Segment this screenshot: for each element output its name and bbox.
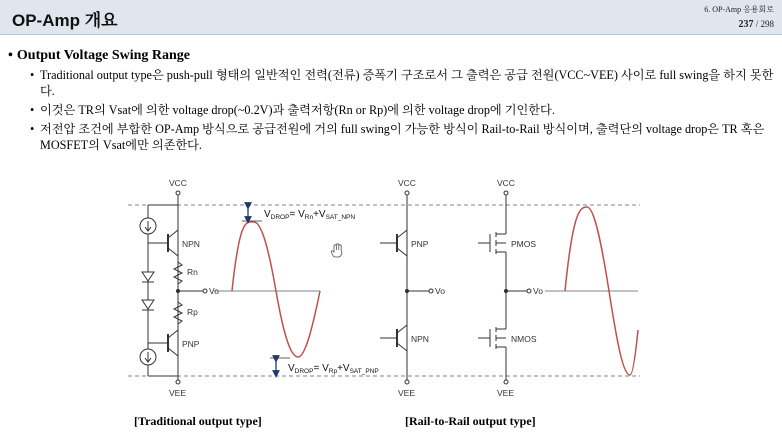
nmos-label: NMOS <box>511 334 537 344</box>
sine-wave-left <box>232 222 320 357</box>
bullet-icon: • <box>8 48 13 63</box>
rail-mos-circuit <box>478 191 531 384</box>
bullet-item-2: • 이것은 TR의 Vsat에 의한 voltage drop(~0.2V)과 출력저항(Rn or Rp)에 의한 voltage drop에 기인한다. <box>30 102 774 118</box>
hand-cursor-icon <box>331 244 342 257</box>
vo-label-left: Vo <box>209 286 219 296</box>
traditional-circuit <box>140 191 207 384</box>
vdrop-bottom-label: $V_{DROP}= V_{Rp}+V_{SAT\_PNP}$ <box>288 363 379 375</box>
bullet-item-3: • 저전압 조건에 부합한 OP-Amp 방식으로 공급전원에 거의 full swing이 가능한 방식이 Rail-to-Rail 방식이며, 출력단의 voltage drop은 TR 혹은 MOSFET의 Vsat에만 의존한다. <box>30 121 774 153</box>
pnp-label-mid: PNP <box>411 239 429 249</box>
page-separator: / <box>755 19 759 29</box>
npn-label-mid: NPN <box>411 334 429 344</box>
vcc-label-left: VCC <box>169 178 187 188</box>
bullet-item-1: • Traditional output type은 push-pull 형태의 일반적인 전력(전류) 증폭기 구조로서 그 출력은 공급 전원(VCC~VEE) 사이로 full swing을 하지 못한다. <box>30 67 774 99</box>
vo-label-right: Vo <box>533 286 543 296</box>
rn-label: Rn <box>187 267 198 277</box>
section-heading-text: Output Voltage Swing Range <box>16 48 190 63</box>
rail-bjt-circuit <box>380 191 433 384</box>
vo-label-mid: Vo <box>435 286 445 296</box>
rp-label: Rp <box>187 307 198 317</box>
caption-rail-to-rail: [Rail-to-Rail output type] <box>405 414 536 428</box>
chapter-label: 6. OP-Amp 응용회로 <box>704 5 774 14</box>
vcc-label-mid: VCC <box>398 178 416 188</box>
caption-traditional: [Traditional output type] <box>134 414 262 428</box>
vdrop-top-label: $V_{DROP}= V_{Rn}+V_{SAT\_NPN}$ <box>264 209 356 221</box>
pmos-label: PMOS <box>511 239 537 249</box>
npn-label-left: NPN <box>182 239 200 249</box>
vcc-label-right: VCC <box>497 178 515 188</box>
pnp-label-left: PNP <box>182 339 200 349</box>
vee-label-mid: VEE <box>398 388 416 398</box>
page-current: 237 <box>738 19 754 30</box>
vee-label-left: VEE <box>169 388 187 398</box>
page-total: 298 <box>760 19 774 29</box>
vee-label-right: VEE <box>497 388 515 398</box>
slide-title: OP-Amp 개요 <box>12 11 118 30</box>
